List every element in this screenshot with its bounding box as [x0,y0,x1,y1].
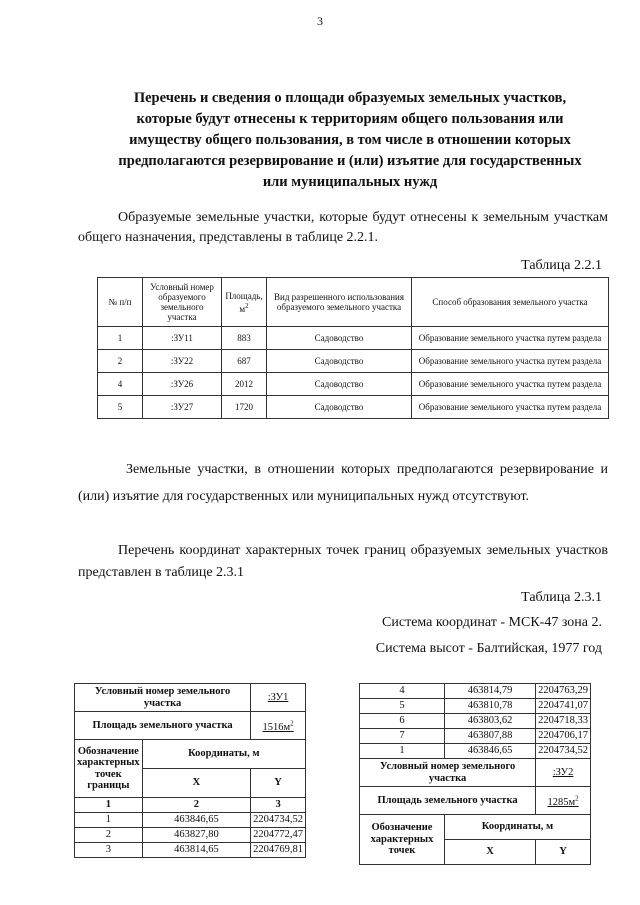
coords-label: Координаты, м [445,815,591,840]
parcel-id: :ЗУ1 [251,684,306,712]
coordinate-system: Система координат - МСК-47 зона 2. [382,615,602,630]
cell-x: 463827,80 [142,828,250,843]
page-number: 3 [317,14,323,28]
coords-table-right [359,683,591,865]
cell-point: 1 [75,813,143,828]
th-num: № п/п [98,278,143,327]
paragraph-1: Образуемые земельные участки, которые будут отнесены к земельным участкам общего назначения, представлены в таблице 2.2.1. [78,210,608,245]
cell-point: 6 [360,714,445,729]
point-label: Обозначение характерных точек границы [75,740,143,798]
cell-area: 2012 [222,373,267,396]
cell-num: 2 [98,350,143,373]
table-row [75,828,306,843]
y-label: Y [251,769,306,798]
table-row [75,843,306,858]
cell-y: 2204706,17 [536,729,591,744]
th-use: Вид разрешенного использования образуемого земельного участка [267,278,412,327]
table1-caption: Таблица 2.2.1 [521,258,602,273]
cell-point: 1 [360,744,445,759]
cell-num: 4 [98,373,143,396]
table-row [360,684,591,699]
paragraph-3: Перечень координат характерных точек границ образуемых земельных участков представлен в таблице 2.3.1 [78,543,608,580]
cell-use: Садоводство [267,396,412,419]
cell-x: 463810,78 [445,699,536,714]
cell-x: 463846,65 [142,813,250,828]
cell-x: 463807,88 [445,729,536,744]
cell-x: 463846,65 [445,744,536,759]
cell-id: :ЗУ26 [143,373,222,396]
cond-num-label: Условный номер земельного участка [360,759,536,787]
cell-num: 1 [98,327,143,350]
cell-id: :ЗУ22 [143,350,222,373]
cell-use: Садоводство [267,327,412,350]
height-system: Система высот - Балтийская, 1977 год [375,641,602,656]
cell-point: 5 [360,699,445,714]
cell-method: Образование земельного участка путем раздела [412,373,609,396]
cell-method: Образование земельного участка путем раздела [412,350,609,373]
cell-x: 463814,79 [445,684,536,699]
parcel-id: :ЗУ2 [536,759,591,787]
table-row [360,729,591,744]
coords-label: Координаты, м [142,740,305,769]
cell-y: 2204772,47 [251,828,306,843]
parcel-area: $1285м^2$ [536,787,591,815]
cell-method: Образование земельного участка путем раздела [412,396,609,419]
table-row [98,327,609,350]
cell-y: 2204741,07 [536,699,591,714]
cell-y: 2204763,29 [536,684,591,699]
table-row [98,396,609,419]
cell-point: 7 [360,729,445,744]
cell-x: 463803,62 [445,714,536,729]
table2-caption: Таблица 2.3.1 [521,590,602,605]
cell-method: Образование земельного участка путем раздела [412,327,609,350]
y-label: Y [536,840,591,865]
point-label: Обозначение характерных точек [360,815,445,865]
table-row [75,813,306,828]
cond-num-label: Условный номер земельного участка [75,684,251,712]
x-label: X [142,769,250,798]
col-num-3: 3 [251,798,306,813]
cell-area: 687 [222,350,267,373]
cell-use: Садоводство [267,350,412,373]
paragraph-2: Земельные участки, в отношении которых предполагаются резервирование и (или) изъятие для государственных или муниципальных нужд отсутствуют. [78,462,608,504]
area-label: Площадь земельного участка [360,787,536,815]
table-row [98,350,609,373]
cell-point: 2 [75,828,143,843]
parcels-table [97,277,609,419]
col-num-2: 2 [142,798,250,813]
cell-area: 1720 [222,396,267,419]
x-label: X [445,840,536,865]
cell-y: 2204734,52 [536,744,591,759]
cell-num: 5 [98,396,143,419]
cell-y: 2204734,52 [251,813,306,828]
cell-area: 883 [222,327,267,350]
th-method: Способ образования земельного участка [412,278,609,327]
area-label: Площадь земельного участка [75,712,251,740]
section-heading: Перечень и сведения о площади образуемых земельных участков, которые будут отнесены к территориям общего пользования или имуществу общего пользования, в том числе в отношении которых предполагаются резервирование и (или) изъятие для государственных или муниципальных нужд [118,90,582,190]
cell-y: 2204769,81 [251,843,306,858]
table-row [360,714,591,729]
cell-point: 3 [75,843,143,858]
th-area: Площадь, $м^2$ [222,278,267,327]
cell-use: Садоводство [267,373,412,396]
cell-x: 463814,65 [142,843,250,858]
table-row [360,699,591,714]
cell-id: :ЗУ27 [143,396,222,419]
th-cond-num: Условный номер образуемого земельного участка [143,278,222,327]
col-num-1: 1 [75,798,143,813]
parcel-area: $1516м^2$ [251,712,306,740]
coords-table-left [74,683,306,858]
cell-point: 4 [360,684,445,699]
table-row [360,744,591,759]
cell-y: 2204718,33 [536,714,591,729]
cell-id: :ЗУ11 [143,327,222,350]
table-row [98,373,609,396]
